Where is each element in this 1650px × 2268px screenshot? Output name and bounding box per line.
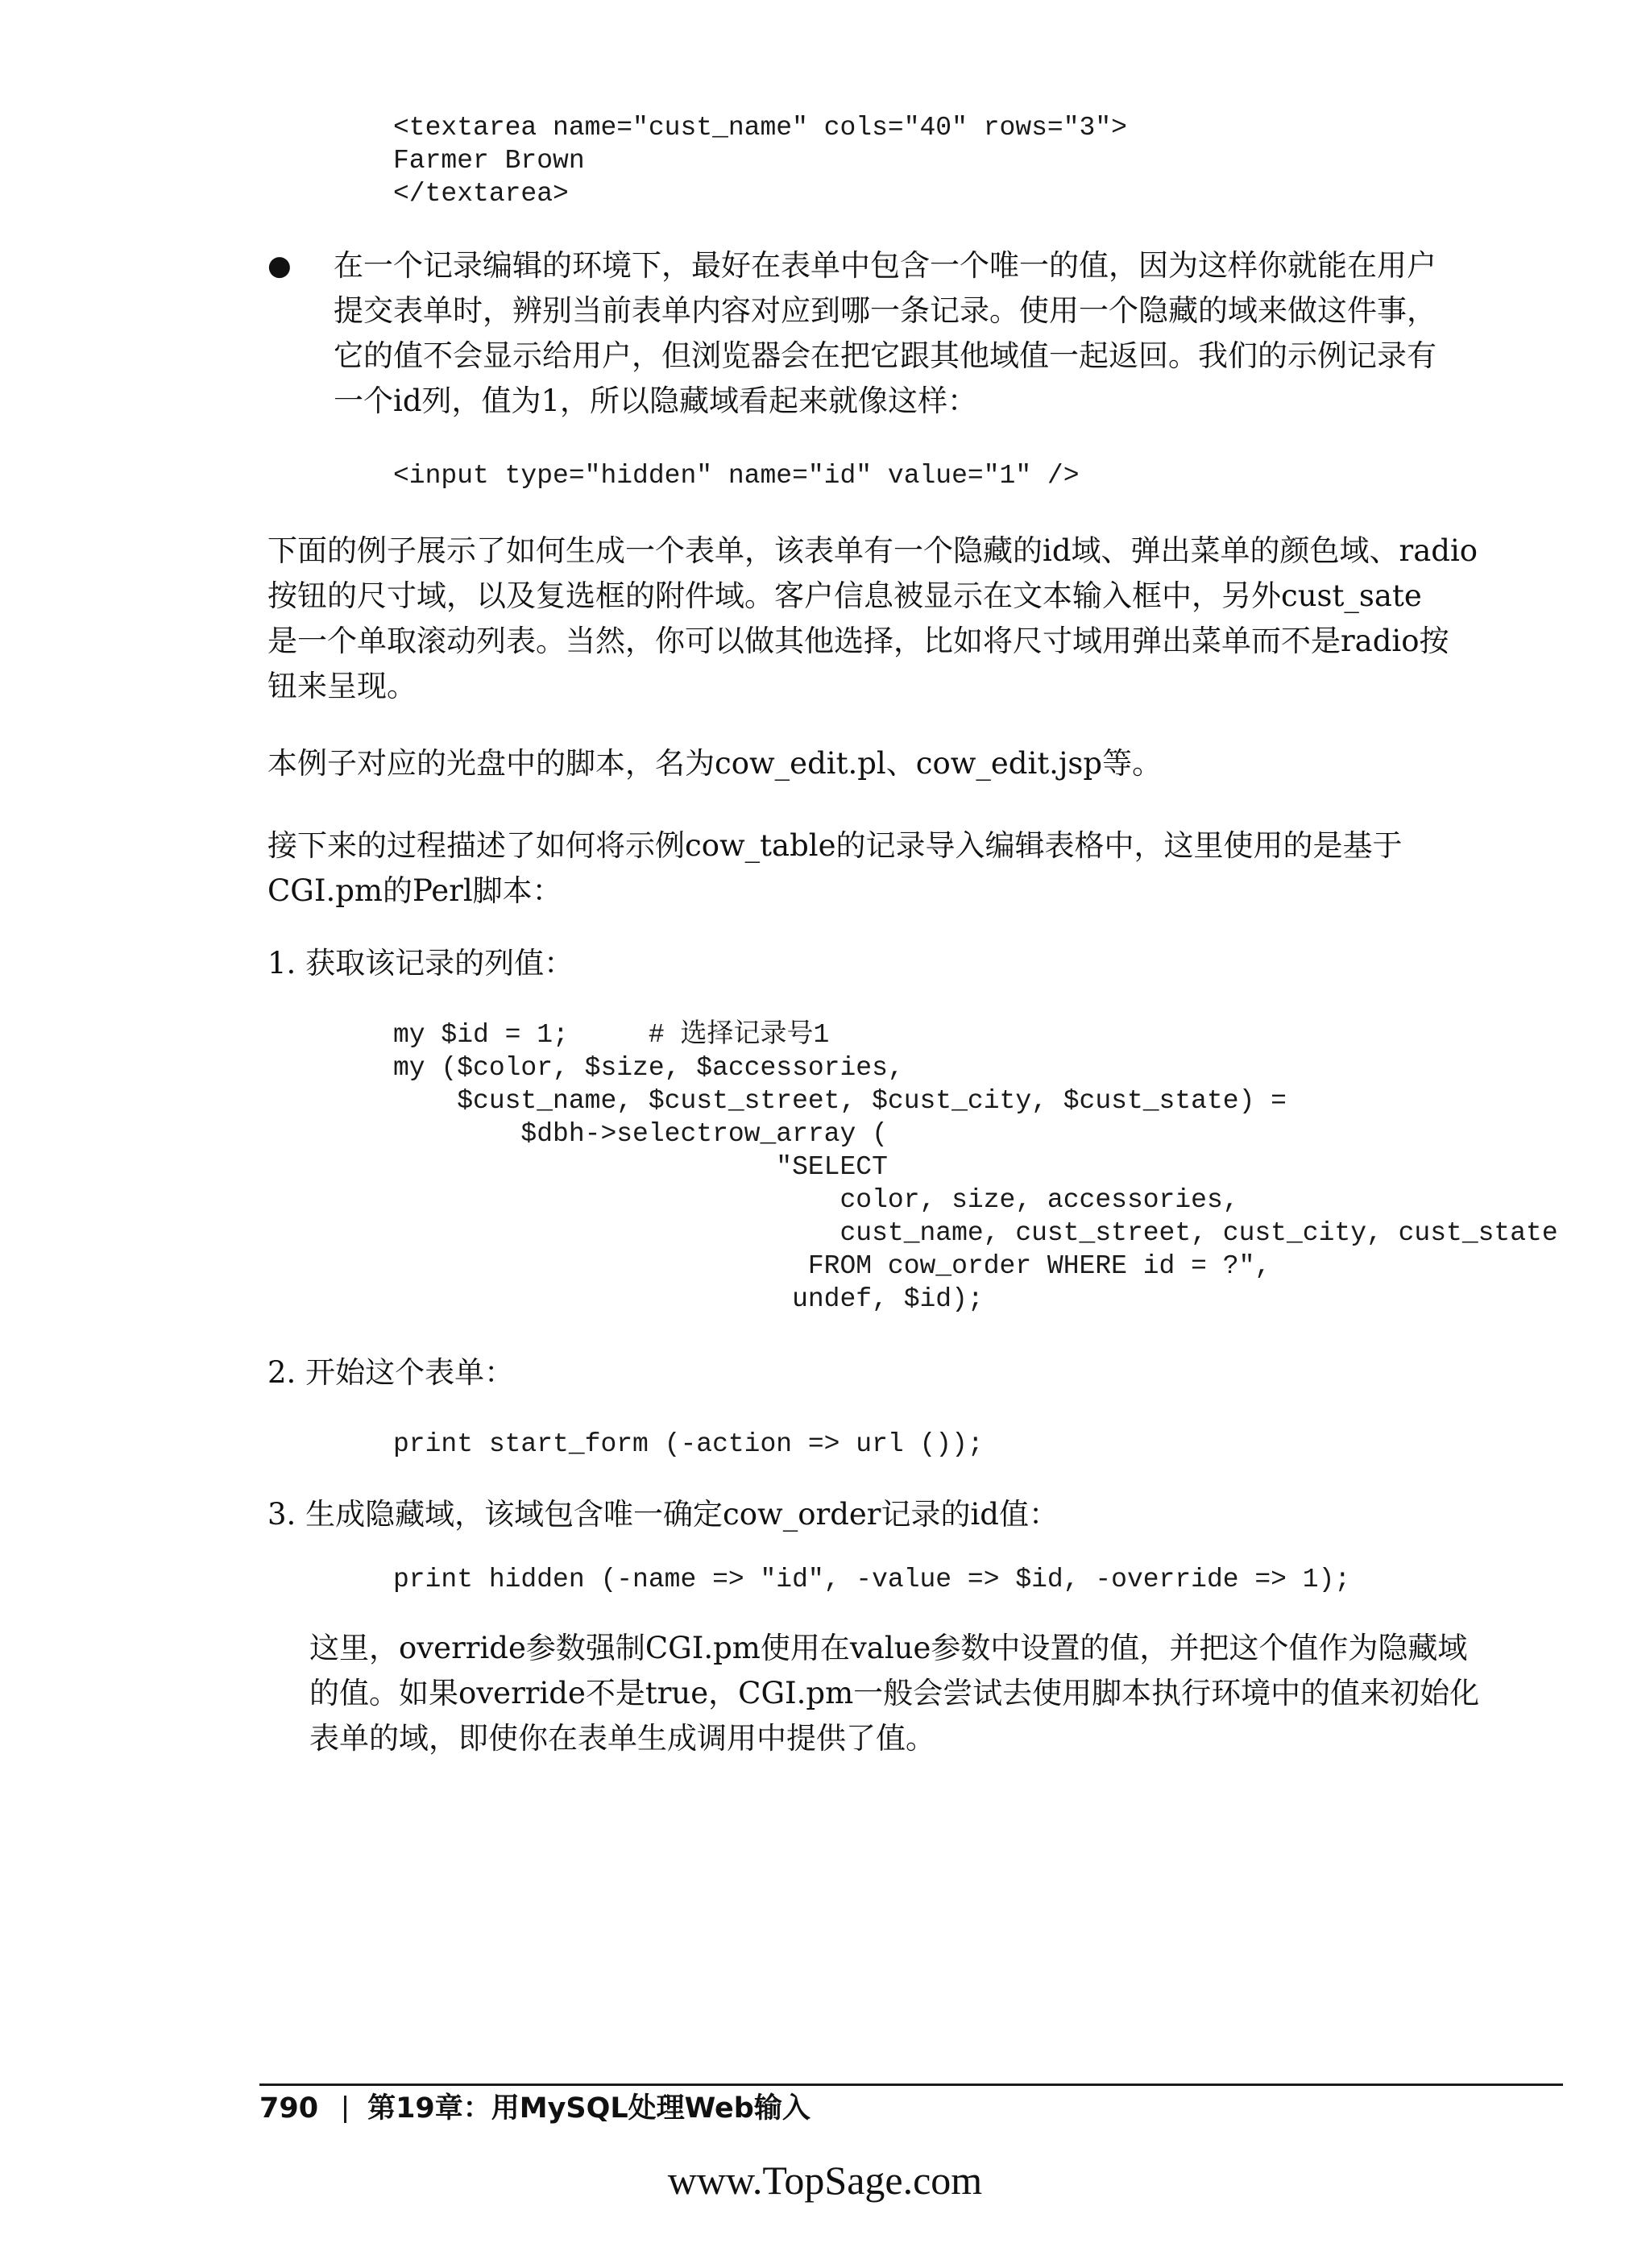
chapter-title: 第19章：用MySQL处理Web输入 — [367, 2092, 810, 2125]
paragraph-line: 是一个单取滚动列表。当然，你可以做其他选择，比如将尺寸域用弹出菜单而不是radio按 — [267, 624, 1449, 658]
bullet-line: 提交表单时，辨别当前表单内容对应到哪一条记录。使用一个隐藏的域来做这件事， — [334, 293, 1436, 328]
watermark-url: www.TopSage.com — [667, 2158, 983, 2203]
paragraph-line: 本例子对应的光盘中的脚本，名为cow_edit.pl、cow_edit.jsp等。 — [267, 746, 1163, 781]
paragraph-process — [267, 823, 1403, 914]
paragraph-line: 这里，override参数强制CGI.pm使用在value参数中设置的值，并把这个值作为隐藏域 — [309, 1631, 1468, 1665]
code-textarea-example: <textarea name="cust_name" cols="40" rows="3"> Farmer Brown </textarea> — [393, 113, 1127, 209]
code-hidden-input: <input type="hidden" name="id" value="1" /> — [393, 461, 1080, 491]
bullet-paragraph — [334, 243, 1436, 424]
paragraph-line: 下面的例子展示了如何生成一个表单，该表单有一个隐藏的id域、弹出菜单的颜色域、radio — [267, 533, 1478, 568]
bullet-marker: ● — [267, 250, 292, 282]
bullet-line: 一个id列，值为1，所以隐藏域看起来就像这样： — [334, 384, 978, 418]
paragraph-override — [309, 1626, 1479, 1761]
paragraph-line: 表单的域，即使你在表单生成调用中提供了值。 — [309, 1721, 935, 1756]
bullet-line: 它的值不会显示给用户，但浏览器会在把它跟其他域值一起返回。我们的示例记录有 — [334, 338, 1436, 373]
paragraph-line: 的值。如果override不是true，CGI.pm一般会尝试去使用脚本执行环境中的值来初始化 — [309, 1676, 1480, 1710]
paragraph-line: CGI.pm的Perl脚本： — [267, 873, 562, 908]
paragraph-line: 钮来呈现。 — [267, 669, 417, 703]
bullet-line: 在一个记录编辑的环境下，最好在表单中包含一个唯一的值，因为这样你就能在用户 — [334, 248, 1436, 283]
footer-separator — [344, 2096, 346, 2123]
paragraph-line: 按钮的尺寸域，以及复选框的附件域。客户信息被显示在文本输入框中，另外cust_sate — [267, 578, 1422, 613]
code-step-1: my $id = 1; # 选择记录号1 my ($color, $size, $accessories, $cust_name, $cust_street, $cust_city, $cust_state) = $dbh->selectrow_array ( "SELECT color, size, accessories, cust_name, cust_street, cust_city, cust_state FROM cow_order WHERE id = ?", undef, $id); — [393, 1020, 1558, 1314]
footer-divider — [259, 2083, 1563, 2086]
page-footer — [259, 2088, 810, 2129]
paragraph-scripts — [267, 741, 1162, 786]
step-1-label: 1. 获取该记录的列值： — [267, 946, 574, 981]
paragraph-example-form — [267, 529, 1478, 709]
step-3-label: 3. 生成隐藏域，该域包含唯一确定cow_order记录的id值： — [267, 1497, 1059, 1532]
code-step-2: print start_form (-action => url ()); — [393, 1429, 984, 1459]
code-step-3: print hidden (-name => "id", -value => $id, -override => 1); — [393, 1565, 1351, 1594]
paragraph-line: 接下来的过程描述了如何将示例cow_table的记录导入编辑表格中，这里使用的是基于 — [267, 828, 1403, 863]
page-number: 790 — [259, 2092, 319, 2125]
step-2-label: 2. 开始这个表单： — [267, 1355, 515, 1390]
